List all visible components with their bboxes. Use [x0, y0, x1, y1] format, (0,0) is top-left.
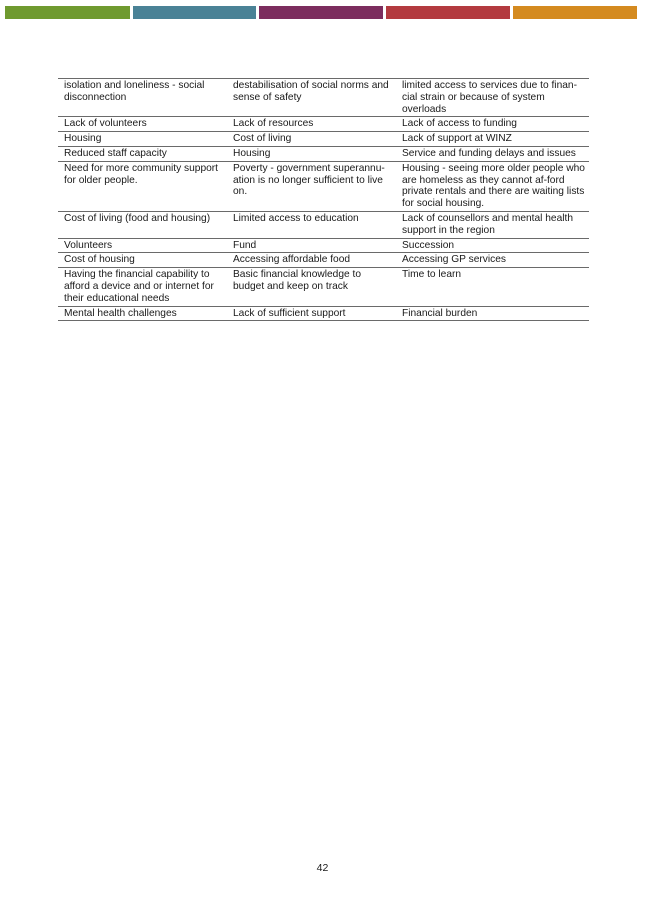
table-cell: destabilisation of social norms and sense of safety: [233, 80, 389, 103]
issues-table: [58, 78, 589, 321]
color-bar-red: [386, 6, 510, 19]
table-cell: Volunteers: [64, 239, 113, 251]
table-cell: Financial burden: [402, 307, 478, 319]
table-cell: Accessing affordable food: [233, 254, 351, 266]
table-cell: Housing: [233, 147, 271, 159]
table-cell: Poverty - government superannu-ation is no longer sufficient to live on.: [233, 162, 385, 198]
table-cell: Lack of access to funding: [402, 118, 517, 130]
table-row: [58, 132, 589, 147]
table-cell: Lack of counsellors and mental health support in the region: [402, 212, 574, 236]
table-cell: Succession: [402, 239, 455, 251]
color-bar-orange: [513, 6, 637, 19]
table-cell: limited access to services due to finan-cial strain or because of system overloads: [402, 80, 577, 115]
table-cell: Housing: [64, 133, 102, 145]
table-cell: Time to learn: [402, 269, 462, 281]
table-cell: Housing - seeing more older people who are homeless as they cannot af-ford private rentals and there are waiting lists for social housing.: [402, 162, 585, 210]
table-cell: Lack of sufficient support: [233, 307, 346, 319]
table-row: [58, 253, 589, 268]
table-row: [58, 117, 589, 132]
table-row: [58, 238, 589, 253]
table-cell: Cost of housing: [64, 254, 135, 266]
table-cell: Fund: [233, 239, 257, 251]
table-row: [58, 146, 589, 161]
table-cell: Cost of living (food and housing): [64, 212, 211, 224]
table-row: [58, 79, 589, 117]
table-cell: Need for more community support for older people.: [64, 162, 219, 186]
table-cell: Lack of resources: [233, 118, 314, 130]
color-bar-plum: [259, 6, 383, 19]
table-cell: Cost of living: [233, 133, 292, 145]
table-row: [58, 268, 589, 306]
table-cell: Lack of support at WINZ: [402, 133, 512, 145]
table-cell: Mental health challenges: [64, 307, 177, 319]
table-row: [58, 161, 589, 211]
page-number: 42: [316, 862, 329, 874]
table-cell: Reduced staff capacity: [64, 147, 167, 159]
table-cell: Lack of volunteers: [64, 118, 147, 130]
color-bar-green: [5, 6, 130, 19]
table-cell: isolation and loneliness - social disconnection: [64, 80, 205, 103]
table-row: [58, 211, 589, 238]
table-cell: Accessing GP services: [402, 254, 506, 266]
table-cell: Having the financial capability to afford a device and or internet for their educational needs: [64, 269, 214, 304]
table-cell: Service and funding delays and issues: [402, 147, 576, 159]
table-cell: Limited access to education: [233, 212, 359, 224]
color-bar-teal: [133, 6, 256, 19]
table-cell: Basic financial knowledge to budget and keep on track: [233, 269, 361, 292]
table-row: [58, 306, 589, 321]
